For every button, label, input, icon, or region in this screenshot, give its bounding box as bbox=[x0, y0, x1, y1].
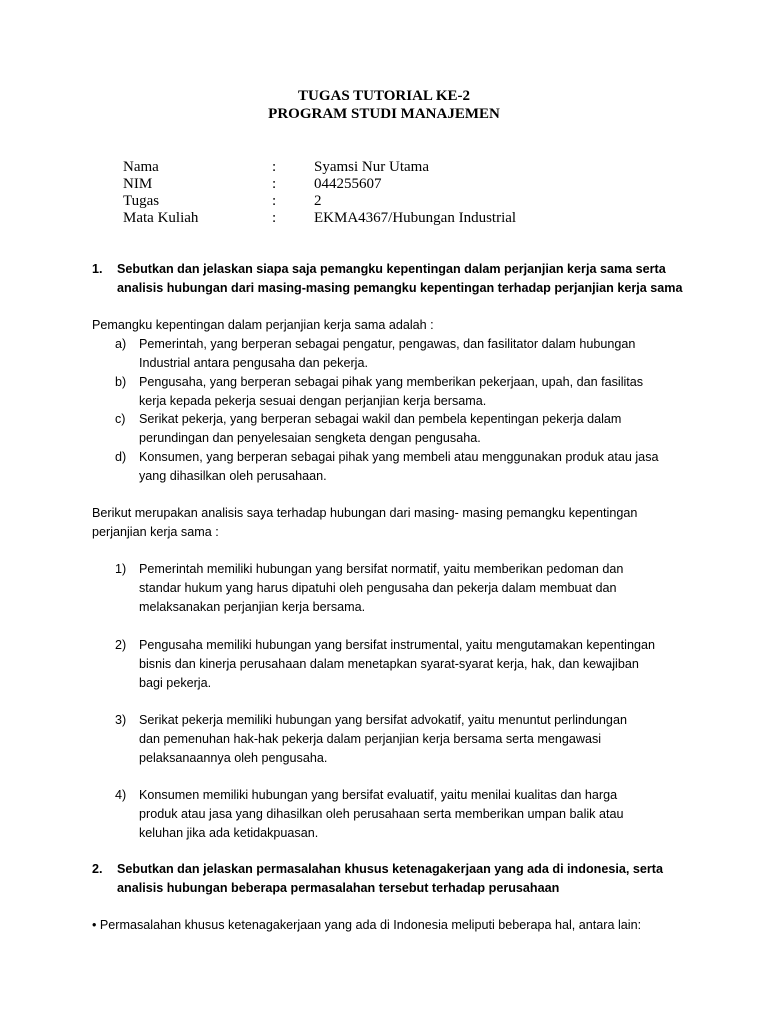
question-text bbox=[117, 860, 692, 898]
document-title-line2: PROGRAM STUDI MANAJEMEN bbox=[268, 106, 500, 122]
list-line: Konsumen, yang berperan sebagai pihak yang membeli atau menggunakan produk atau jasa bbox=[139, 450, 659, 464]
document-title-line1: TUGAS TUTORIAL KE-2 bbox=[298, 88, 470, 104]
info-colon: : bbox=[272, 210, 277, 226]
list-line: Pemerintah, yang berperan sebagai pengatur, pengawas, dan fasilitator dalam hubungan bbox=[139, 337, 636, 351]
paragraph-line: Berikut merupakan analisis saya terhadap hubungan dari masing- masing pemangku kepentingan bbox=[92, 506, 638, 520]
info-colon: : bbox=[272, 159, 277, 175]
list-item-text bbox=[139, 335, 684, 373]
list-marker: a) bbox=[115, 337, 127, 351]
list-line: yang dihasilkan oleh perusahaan. bbox=[139, 469, 327, 483]
list-line: Serikat pekerja, yang berperan sebagai wakil dan pembela kepentingan pekerja dalam bbox=[139, 412, 622, 426]
answer-1-intro: Pemangku kepentingan dalam perjanjian kerja sama adalah : bbox=[92, 318, 434, 332]
list-line: Pengusaha memiliki hubungan yang bersifat instrumental, yaitu mengutamakan kepentingan bbox=[139, 638, 655, 652]
question-line: analisis hubungan dari masing-masing pemangku kepentingan terhadap perjanjian kerja sama bbox=[117, 281, 683, 295]
list-line: bagi pekerja. bbox=[139, 676, 212, 690]
list-item-text bbox=[139, 448, 684, 486]
info-label: Tugas bbox=[123, 193, 160, 209]
question-line: Sebutkan dan jelaskan permasalahan khusus ketenagakerjaan yang ada di indonesia, serta bbox=[117, 862, 663, 876]
list-line: Pemerintah memiliki hubungan yang bersifat normatif, yaitu memberikan pedoman dan bbox=[139, 562, 624, 576]
list-marker: 1) bbox=[115, 562, 127, 576]
paragraph-line: perjanjian kerja sama : bbox=[92, 525, 219, 539]
list-item-text bbox=[139, 373, 684, 411]
list-line: keluhan jika ada ketidakpuasan. bbox=[139, 826, 319, 840]
list-line: standar hukum yang harus dipatuhi oleh pengusaha dan pekerja dalam membuat dan bbox=[139, 581, 617, 595]
list-marker: d) bbox=[115, 450, 127, 464]
question-line: Sebutkan dan jelaskan siapa saja pemangku kepentingan dalam perjanjian kerja sama serta bbox=[117, 262, 666, 276]
list-line: Konsumen memiliki hubungan yang bersifat evaluatif, yaitu menilai kualitas dan harga bbox=[139, 788, 618, 802]
list-marker: 4) bbox=[115, 788, 127, 802]
list-item-text bbox=[139, 636, 684, 693]
question-number: 2. bbox=[92, 862, 103, 876]
list-marker: c) bbox=[115, 412, 126, 426]
list-line: kerja kepada pekerja sesuai dengan perjanjian kerja bersama. bbox=[139, 394, 487, 408]
list-item-text bbox=[139, 560, 684, 617]
list-line: pelaksanaannya oleh pengusaha. bbox=[139, 751, 328, 765]
list-line: Industrial antara pengusaha dan pekerja. bbox=[139, 356, 368, 370]
answer-2-intro: • Permasalahan khusus ketenagakerjaan yang ada di Indonesia meliputi beberapa hal, antara lain: bbox=[92, 918, 642, 932]
list-line: Pengusaha, yang berperan sebagai pihak yang memberikan pekerjaan, upah, dan fasilitas bbox=[139, 375, 644, 389]
analysis-intro bbox=[92, 504, 692, 542]
list-marker: b) bbox=[115, 375, 127, 389]
info-value: 044255607 bbox=[314, 176, 382, 192]
list-line: bisnis dan kinerja perusahaan dalam menetapkan syarat-syarat kerja, hak, dan kewajiban bbox=[139, 657, 639, 671]
list-line: dan pemenuhan hak-hak pekerja dalam perjanjian kerja bersama serta mengawasi bbox=[139, 732, 602, 746]
info-colon: : bbox=[272, 176, 277, 192]
list-marker: 2) bbox=[115, 638, 127, 652]
list-line: perundingan dan penyelesaian sengketa dengan pengusaha. bbox=[139, 431, 481, 445]
info-label: NIM bbox=[123, 176, 153, 192]
info-value: EKMA4367/Hubungan Industrial bbox=[314, 210, 517, 226]
list-line: melaksanakan perjanjian kerja bersama. bbox=[139, 600, 366, 614]
info-label: Mata Kuliah bbox=[123, 210, 199, 226]
list-item-text bbox=[139, 711, 684, 768]
question-text bbox=[117, 260, 692, 298]
info-label: Nama bbox=[123, 159, 159, 175]
question-line: analisis hubungan beberapa permasalahan tersebut terhadap perusahaan bbox=[117, 881, 560, 895]
question-number: 1. bbox=[92, 262, 103, 276]
info-value: Syamsi Nur Utama bbox=[314, 159, 429, 175]
list-item-text bbox=[139, 786, 684, 843]
list-line: produk atau jasa yang dihasilkan oleh perusahaan serta memberikan umpan balik atau bbox=[139, 807, 624, 821]
info-value: 2 bbox=[314, 193, 322, 209]
info-colon: : bbox=[272, 193, 277, 209]
list-marker: 3) bbox=[115, 713, 127, 727]
list-line: Serikat pekerja memiliki hubungan yang bersifat advokatif, yaitu menuntut perlindungan bbox=[139, 713, 627, 727]
list-item-text bbox=[139, 410, 684, 448]
